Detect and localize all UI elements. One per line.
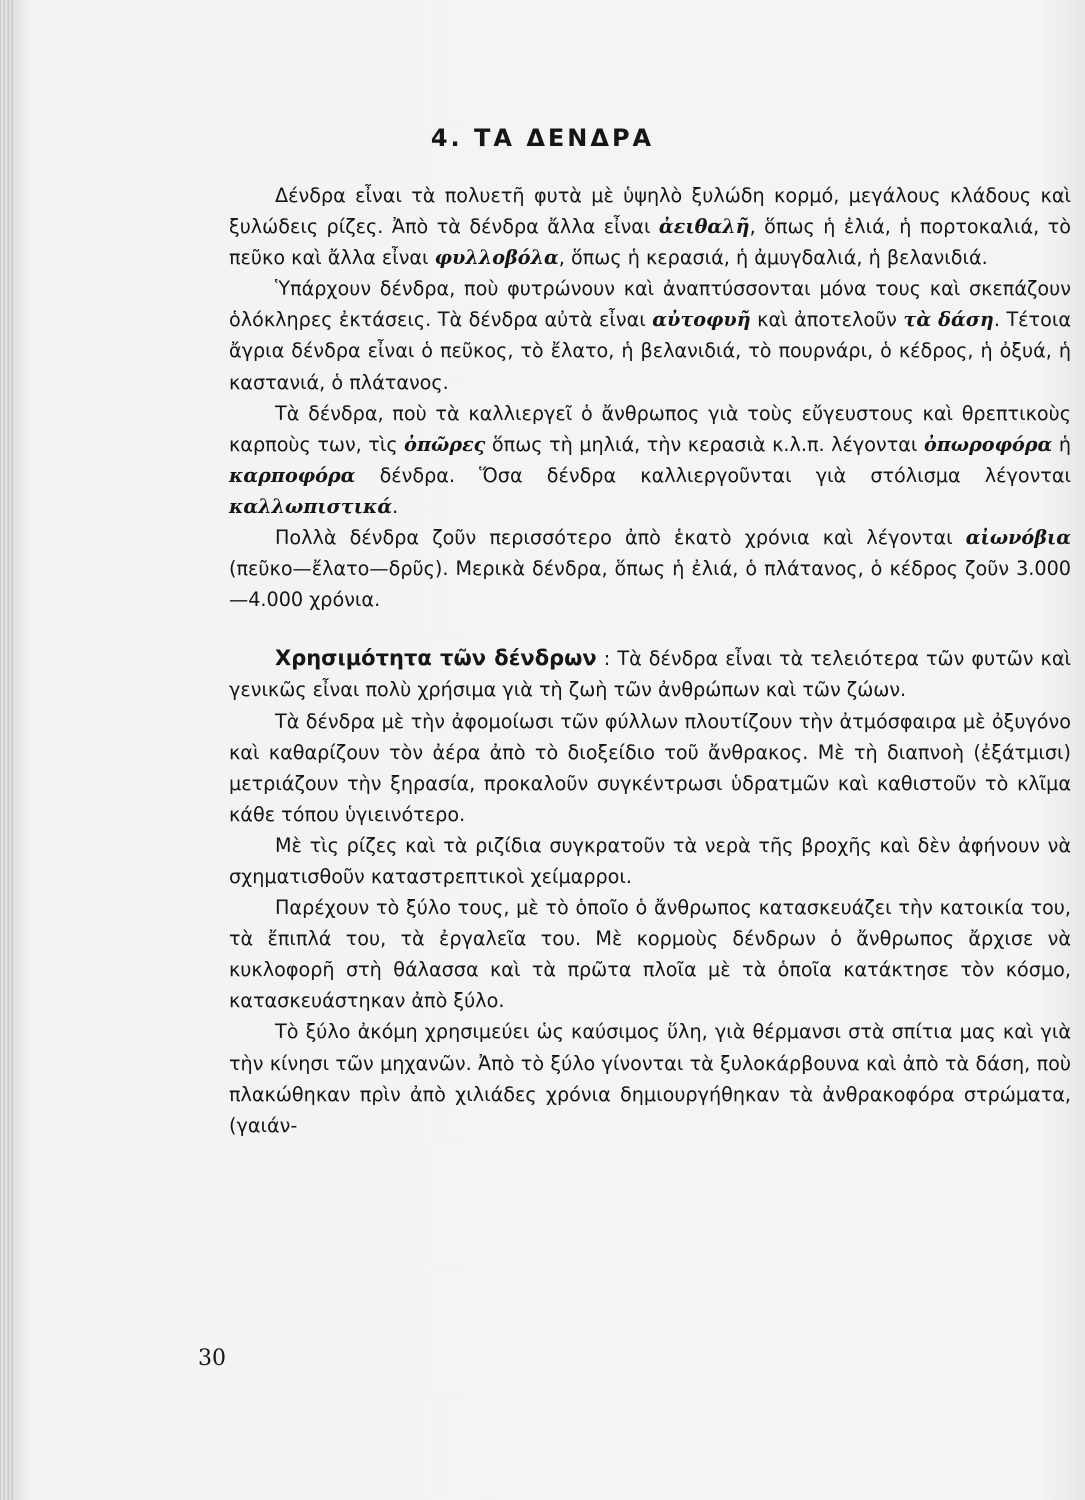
term-centuries-old: αἰωνόβια <box>965 526 1071 550</box>
term-ornamental: καλλωπιστικά <box>229 494 393 518</box>
paragraph-fuel: Τὸ ξύλο ἀκόμη χρησιμεύει ὡς καύσιμος ὕλη, γιὰ θέρμανσι στὰ σπίτια μας καὶ γιὰ τὴν κίνησι τῶν μηχανῶν. Ἀπὸ τὸ ξύλο γίνονται τὰ ξυλοκάρβουνα καὶ ἀπὸ τὰ δάση, ποὺ πλακώθηκαν πρὶν ἀπὸ χιλιάδες χρόνια δημιουργήθηκαν τὰ ἀνθρακοφόρα στρώματα, (γαιάν- <box>229 1020 1071 1137</box>
page-edge <box>0 0 14 1500</box>
paragraph-long-lived: Πολλὰ δένδρα ζοῦν περισσότερο ἀπὸ ἑκατὸ χρόνια καὶ λέγονται αἰωνόβια (πεῦκο—ἔλατο—δρῦς). Μερικὰ δένδρα, ὅπως ἡ ἐλιά, ὁ πλάτανος, ὁ κέδρος ζοῦν 3.000—4.000 χρόνια. <box>229 526 1071 612</box>
chapter-title: 4. ΤΑ ΔΕΝΔΡΑ <box>430 124 655 152</box>
paragraph-wild-trees: Ὑπάρχουν δένδρα, ποὺ φυτρώνουν καὶ ἀναπτύσσονται μόνα τους καὶ σκεπάζουν ὁλόκληρες ἐκτάσεις. Τὰ δένδρα αὐτὰ εἶναι αὐτοφυῆ καὶ ἀποτελοῦν τὰ δάση. Τέτοια ἄγρια δένδρα εἶναι ὁ πεῦκος, τὸ ἔλατο, ἡ βελανιδιά, τὸ πουρνάρι, ὁ κέδρος, ἡ ὀξυά, ἡ καστανιά, ὁ πλάτανος. <box>229 277 1071 394</box>
paragraph-atmosphere: Τὰ δένδρα μὲ τὴν ἀφομοίωσι τῶν φύλλων πλουτίζουν τὴν ἀτμόσφαιρα μὲ ὀξυγόνο καὶ καθαρίζουν τὸν ἀέρα ἀπὸ τὸ διοξείδιο τοῦ ἄνθρακος. Μὲ τὴ διαπνοὴ (ἐξάτμισι) μετριάζουν τὴν ξηρασία, προκαλοῦν συγκέντρωσι ὑδρατμῶν καὶ καθιστοῦν τὸ κλῖμα κάθε τόπου ὑγιεινότερο. <box>229 709 1071 826</box>
paragraph-cultivated-trees: Τὰ δένδρα, ποὺ τὰ καλλιεργεῖ ὁ ἄνθρωπος γιὰ τοὺς εὔγευστους καὶ θρεπτικοὺς καρποὺς των, τὶς ὀπῶρες ὅπως τὴ μηλιά, τὴν κερασιὰ κ.λ.π. λέγονται ὀπωροφόρα ἡ καρποφόρα δένδρα. Ὅσα δένδρα καλλιεργοῦνται γιὰ στόλισμα λέγονται καλλωπιστικά. <box>229 401 1071 518</box>
term-deciduous: φυλλοβόλα <box>434 246 559 270</box>
page-number: 30 <box>198 1346 226 1371</box>
term-forests: τὰ δάση <box>903 308 994 332</box>
section-heading: Χρησιμότητα τῶν δένδρων <box>275 646 597 671</box>
paragraph-definition: Δένδρα εἶναι τὰ πολυετῆ φυτὰ μὲ ὑψηλὸ ξυλώδη κορμό, μεγάλους κλάδους καὶ ξυλώδεις ρίζες. Ἀπὸ τὰ δένδρα ἄλλα εἶναι ἀειθαλῆ, ὅπως ἡ ἐλιά, ἡ πορτοκαλιά, τὸ πεῦκο καὶ ἄλλα εἶναι φυλλοβόλα, ὅπως ἡ κερασιά, ἡ ἀμυγδαλιά, ἡ βελανιδιά. <box>229 184 1071 270</box>
term-self-grown: αὐτοφυῆ <box>652 308 751 332</box>
term-crop-bearing: καρποφόρα <box>229 463 356 487</box>
term-evergreen: ἀειθαλῆ <box>658 215 750 239</box>
term-fruit-bearing: ὀπωροφόρα <box>923 432 1053 456</box>
paragraph-usefulness: Χρησιμότητα τῶν δένδρων : Τὰ δένδρα εἶναι τὰ τελειότερα τῶν φυτῶν καὶ γενικῶς εἶναι πολὺ χρήσιμα γιὰ τὴ ζωὴ τῶν ἀνθρώπων καὶ τῶν ζώων. <box>229 646 1072 702</box>
term-fruits: ὀπῶρες <box>404 432 486 456</box>
paragraph-roots: Μὲ τὶς ρίζες καὶ τὰ ριζίδια συγκρατοῦν τὰ νερὰ τῆς βροχῆς καὶ δὲν ἀφήνουν νὰ σχηματισθοῦν καταστρεπτικοὶ χείμαρροι. <box>229 833 1071 888</box>
page-body <box>229 180 1071 1141</box>
paragraph-wood-uses: Παρέχουν τὸ ξύλο τους, μὲ τὸ ὁποῖο ὁ ἄνθρωπος κατασκευάζει τὴν κατοικία του, τὰ ἔπιπλά του, τὰ ἐργαλεῖα του. Μὲ κορμοὺς δένδρων ὁ ἄνθρωπος ἄρχισε νὰ κυκλοφορῆ στὴ θάλασσα καὶ τὰ πρῶτα πλοῖα μὲ τὰ ὁποῖα κατάκτησε τὸν κόσμο, κατασκευάστηκαν ἀπὸ ξύλο. <box>229 896 1071 1013</box>
